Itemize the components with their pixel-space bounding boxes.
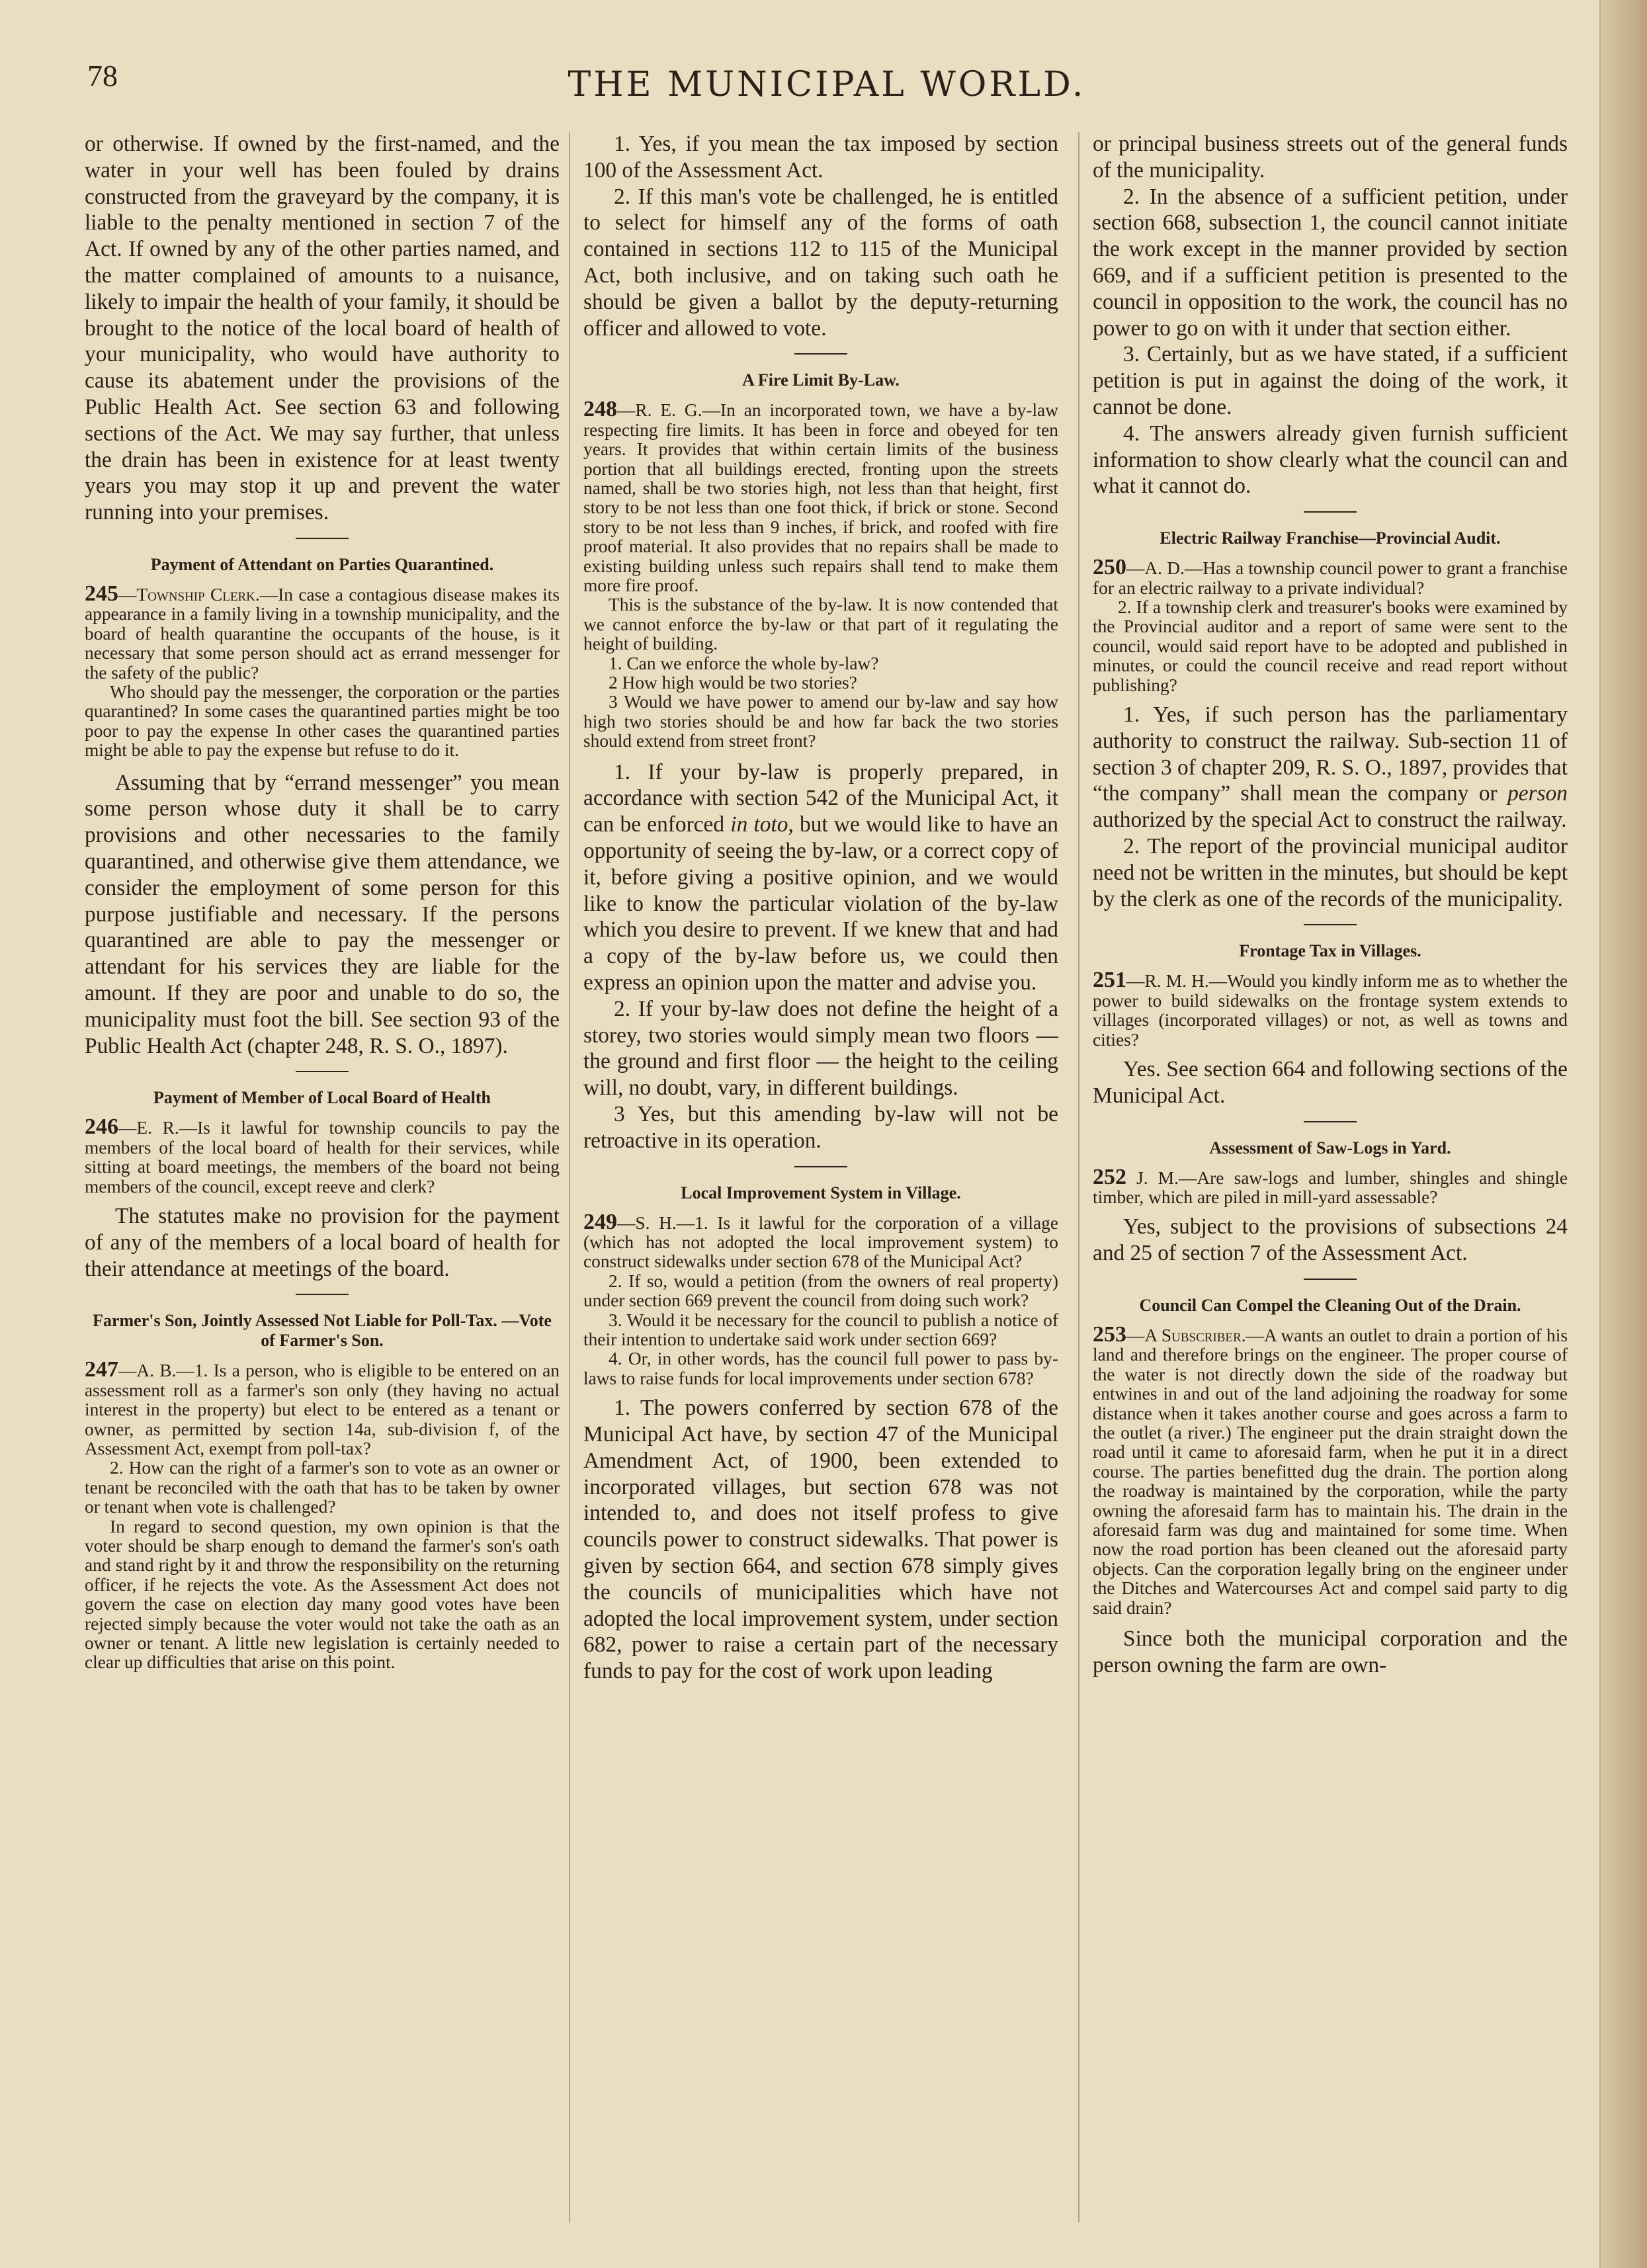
section-divider	[296, 1071, 349, 1072]
question-paragraph: 1. Can we enforce the whole by-law?	[609, 653, 879, 673]
question-text: —A. D.—Has a township council power to grant a franchise for an electric railway to a private individual?	[1093, 558, 1568, 598]
column-3	[1093, 131, 1568, 2254]
section-divider	[1304, 1279, 1357, 1280]
question-heading: Council Can Compel the Cleaning Out of the Drain.	[1139, 1296, 1521, 1315]
question-text: —E. R.—Is it lawful for township councils to pay the members of the local board of health for their services, while sitting at board meetings, the members of the board not being members of the council, except reeve and clerk?	[85, 1118, 560, 1197]
question-paragraph: 2. How can the right of a farmer's son to vote as an owner or tenant be reconciled with the oath that has to be taken by owner or tenant when vote is challenged?	[85, 1458, 560, 1517]
question-paragraph: Who should pay the messenger, the corporation or the parties quarantined? In some cases the quarantined parties might be too poor to pay the expense In other cases the quarantined parties might be able to pay the expense but refuse to do it.	[85, 681, 560, 761]
answer-text: authorized by the special Act to construct the railway.	[1093, 808, 1567, 833]
question-heading: Electric Railway Franchise—Provincial Audit.	[1160, 528, 1501, 548]
answer-paragraph: 3 Yes, but this amending by-law will not be retroactive in its operation.	[583, 1102, 1058, 1153]
question-paragraph	[1093, 555, 1568, 598]
question-paragraph	[1093, 970, 1568, 1050]
answer-paragraph: 3. Certainly, but as we have stated, if a sufficient petition is put in against the doing of the work, it cannot be done.	[1093, 342, 1568, 419]
question-number: 248	[583, 397, 617, 422]
question-number: 252	[1093, 1164, 1126, 1189]
section-divider	[296, 538, 349, 539]
question-paragraph: 3 Would we have power to amend our by-law and say how high two stories should be and how far back the two stories should extend from street front?	[583, 692, 1058, 751]
question-heading: Payment of Attendant on Parties Quarantined.	[150, 554, 494, 574]
question-paragraph	[85, 1357, 560, 1459]
column-rule	[1078, 132, 1079, 2222]
answer-paragraph: 1. Yes, if you mean the tax imposed by section 100 of the Assessment Act.	[583, 132, 1058, 183]
question-heading: Payment of Member of Local Board of Health	[153, 1088, 491, 1108]
page-edge	[1601, 0, 1647, 2268]
answer-text: 1. If your by-law is properly prepared, in accordance with section 542 of the Municipal Act, it can be enforced	[583, 759, 1058, 837]
question-paragraph	[583, 1209, 1058, 1272]
answer-paragraph: The statutes make no provision for the payment of any of the members of a local board of health for their attendance at meetings of the board.	[85, 1204, 560, 1281]
question-paragraph: 2. If so, would a petition (from the owners of real property) under section 669 prevent the council from doing such work?	[583, 1271, 1058, 1311]
question-text: —R. M. H.—Would you kindly inform me as to whether the power to build sidewalks on the frontage system extends to villages (incorporated villages) or not, as well as towns and cities?	[1093, 971, 1568, 1050]
question-paragraph: 4. Or, in other words, has the council full power to pass by-laws to raise funds for local improvements under section 678?	[583, 1349, 1058, 1388]
column-2	[583, 131, 1058, 2254]
question-heading: Local Improvement System in Village.	[681, 1183, 961, 1202]
section-divider	[794, 353, 847, 355]
column-1	[85, 131, 560, 2254]
answer-paragraph: or otherwise. If owned by the first-named, and the water in your well has been fouled by drains constructed from the graveyard by the company, it is liable to the penalty mentioned in section 7 of the Act. If owned by any of the other parties named, and the matter complained of amounts to a nuisance, likely to impair the health of your family, it should be brought to the notice of the local board of health of your municipality, who would have authority to cause its abatement under the provisions of the Public Health Act. See section 63 and following sections of the Act. We may say further, that unless the drain has been in existence for at least twenty years you may stop it up and prevent the water running into your premises.	[85, 132, 560, 525]
question-heading: Assessment of Saw-Logs in Yard.	[1209, 1138, 1451, 1157]
question-paragraph: 3. Would it be necessary for the council to publish a notice of their intention to undertake said work under section 669?	[583, 1310, 1058, 1350]
section-divider	[794, 1166, 847, 1167]
question-paragraph: 2 How high would be two stories?	[609, 673, 857, 693]
correspondent-name: —A Subscriber.	[1126, 1325, 1246, 1345]
answer-paragraph: 2. If this man's vote be challenged, he is entitled to select for himself any of the forms of oath contained in sections 112 to 115 of the Municipal Act, both inclusive, and on taking such oath he should be given a ballot by the deputy-returning officer and allowed to vote.	[583, 184, 1058, 341]
section-divider	[1304, 511, 1357, 513]
question-number: 247	[85, 1357, 118, 1382]
answer-paragraph: 2. In the absence of a sufficient petition, under section 668, subsection 1, the council cannot initiate the work except in the manner provided by section 669, and if a sufficient petition is presented to the council in opposition to the work, the council has no power to go on with it under that section either.	[1093, 184, 1568, 341]
answer-paragraph: 2. If your by-law does not define the height of a storey, two stories would simply mean two floors — the ground and first floor — the height to the ceiling will, no doubt, vary, in different buildings.	[583, 996, 1058, 1101]
question-text: —In case a contagious disease makes its appearance in a family living in a township municipality, and the board of health quarantine the occupants of the house, is it necessary that some person should act as errand messenger for the safety of the public?	[85, 584, 560, 683]
answer-italic: in toto	[730, 812, 788, 837]
section-divider	[296, 1294, 349, 1295]
answer-paragraph: 2. The report of the provincial municipal auditor need not be written in the minutes, but should be kept by the clerk as one of the records of the municipality.	[1093, 833, 1568, 911]
question-heading: Farmer's Son, Jointly Assessed Not Liable for Poll-Tax. —Vote of Farmer's Son.	[93, 1311, 552, 1351]
answer-paragraph: 4. The answers already given furnish sufficient information to show clearly what the council can and what it cannot do.	[1093, 421, 1568, 499]
question-text: —A wants an outlet to drain a portion of his land and therefore brings on the engineer. The proper course of the water is not directly down the side of the roadway but entwines in and out of the land adjoining the roadway for some distance when it takes another course and goes across a farm to the outlet (a river.) The engineer put the drain straight down the road until it came to aforesaid farm, when he put it in a direct course. The parties benefitted dug the drain. The portion along the roadway is maintained by the corporation, while the party owning the aforesaid farm has to maintain his. The drain in the aforesaid farm was dug and maintained for some time. When now the road portion has been cleaned out the aforesaid party objects. Can the corporation legally bring on the engineer under the Ditches and Watercourses Act and compel said party to dig said drain?	[1093, 1325, 1568, 1618]
question-heading: Frontage Tax in Villages.	[1239, 941, 1421, 961]
page-number: 78	[87, 59, 118, 93]
question-number: 250	[1093, 555, 1126, 580]
answer-paragraph: Assuming that by “errand messenger” you mean some person whose duty it shall be to carry provisions and other necessaries to the family quarantined, and otherwise give them attendance, we consider the employment of some person for this purpose justifiable and necessary. If the persons quarantined are able to pay the messenger or attendant for his services they are liable for the amount. If they are poor and unable to do so, the municipality must foot the bill. See section 93 of the Public Health Act (chapter 248, R. S. O., 1897).	[85, 770, 560, 1058]
question-paragraph: This is the substance of the by-law. It is now contended that we cannot enforce the by-law or that part of it regulating the height of building.	[583, 595, 1058, 654]
question-number: 245	[85, 581, 118, 606]
answer-italic: person	[1507, 781, 1568, 806]
question-text: —A. B.—1. Is a person, who is eligible to be entered on an assessment roll as a farmer's son only (they having no actual interest in the property) but elect to be entered as a tenant or owner, as permitted by section 14a, sub-division f, of the Assessment Act, exempt from poll-tax?	[85, 1361, 560, 1459]
answer-text: , but we would like to have an opportunity of seeing the by-law, or a correct copy of it, before giving a positive opinion, and we would like to know the particular violation of the by-law which you desire to prevent. If we knew that and had a copy of the by-law before us, we could then express an opinion upon the matter and advise you.	[583, 812, 1058, 995]
question-paragraph: 2. If a township clerk and treasurer's books were examined by the Provincial auditor and a report of same were sent to the council, would said report have to be adopted and published in minutes, or could the council receive and read report without publishing?	[1093, 597, 1568, 695]
question-number: 251	[1093, 968, 1126, 993]
question-text: —R. E. G.—In an incorporated town, we have a by-law respecting fire limits. It has been in force and obeyed for ten years. It provides that within certain limits of the business portion that all buildings erected, fronting upon the streets named, shall be two stories high, not less than that height, first story to be not less than one foot thick, if brick or stone. Second story to be not less than 9 inches, if brick, and roofed with fire proof material. It also provides that no repairs shall be made to existing building unless such repairs shall tend to make them more fire proof.	[583, 400, 1058, 596]
answer-paragraph: Yes. See section 664 and following sections of the Municipal Act.	[1093, 1057, 1568, 1108]
question-text: —S. H.—1. Is it lawful for the corporation of a village (which has not adopted the local improvement system) to construct sidewalks under section 678 of the Municipal Act?	[583, 1212, 1058, 1272]
answer-paragraph: Yes, subject to the provisions of subsections 24 and 25 of section 7 of the Assessment Act.	[1093, 1214, 1568, 1266]
answer-paragraph: or principal business streets out of the general funds of the municipality.	[1093, 132, 1568, 183]
section-divider	[1304, 924, 1357, 925]
answer-paragraph: 1. The powers conferred by section 678 of the Municipal Act have, by section 47 of the Municipal Amendment Act, of 1900, been extended to incorporated villages, but section 678 was not intended to, and does not itself profess to give councils power to construct sidewalks. That power is given by section 664, and section 678 simply gives the councils of municipalities which have not adopted the local improvement system, under section 682, power to raise a certain part of the necessary funds to pay for the cost of work upon leading	[583, 1396, 1058, 1684]
masthead-title: THE MUNICIPAL WORLD.	[568, 65, 1086, 105]
question-paragraph	[1093, 1164, 1568, 1208]
answer-paragraph: Since both the municipal corporation and the person owning the farm are own-	[1093, 1626, 1568, 1677]
question-paragraph: In regard to second question, my own opinion is that the voter should be sharp enough to demand the farmer's son's oath and stand right by it and throw the responsibility on the returning officer, if he rejects the vote. As the Assessment Act does not govern the case on election day many good votes have been rejected simply because the voter would not take the oath as an owner or tenant. A little new legislation is certainly needed to clear up difficulties that arise on this point.	[85, 1516, 560, 1673]
correspondent-name: —Township Clerk.	[118, 584, 260, 605]
answer-paragraph	[1093, 702, 1568, 833]
question-paragraph	[85, 581, 560, 683]
answer-text: 1. Yes, if such person has the parliamentary authority to construct the railway. Sub-section 11 of section 3 of chapter 209, R. S. O., 1897, provides that “the company” shall mean the company or	[1093, 702, 1568, 806]
question-paragraph	[1093, 1322, 1568, 1618]
question-paragraph	[583, 399, 1058, 595]
column-rule	[569, 132, 570, 2222]
question-number: 246	[85, 1114, 118, 1140]
question-text: J. M.—Are saw-logs and lumber, shingles and shingle timber, which are piled in mill-yard assessable?	[1093, 1167, 1568, 1207]
question-number: 253	[1093, 1322, 1126, 1347]
question-heading: A Fire Limit By-Law.	[742, 370, 900, 390]
section-divider	[1304, 1121, 1357, 1122]
question-paragraph	[85, 1114, 560, 1197]
answer-paragraph	[583, 759, 1058, 996]
question-number: 249	[583, 1209, 617, 1234]
